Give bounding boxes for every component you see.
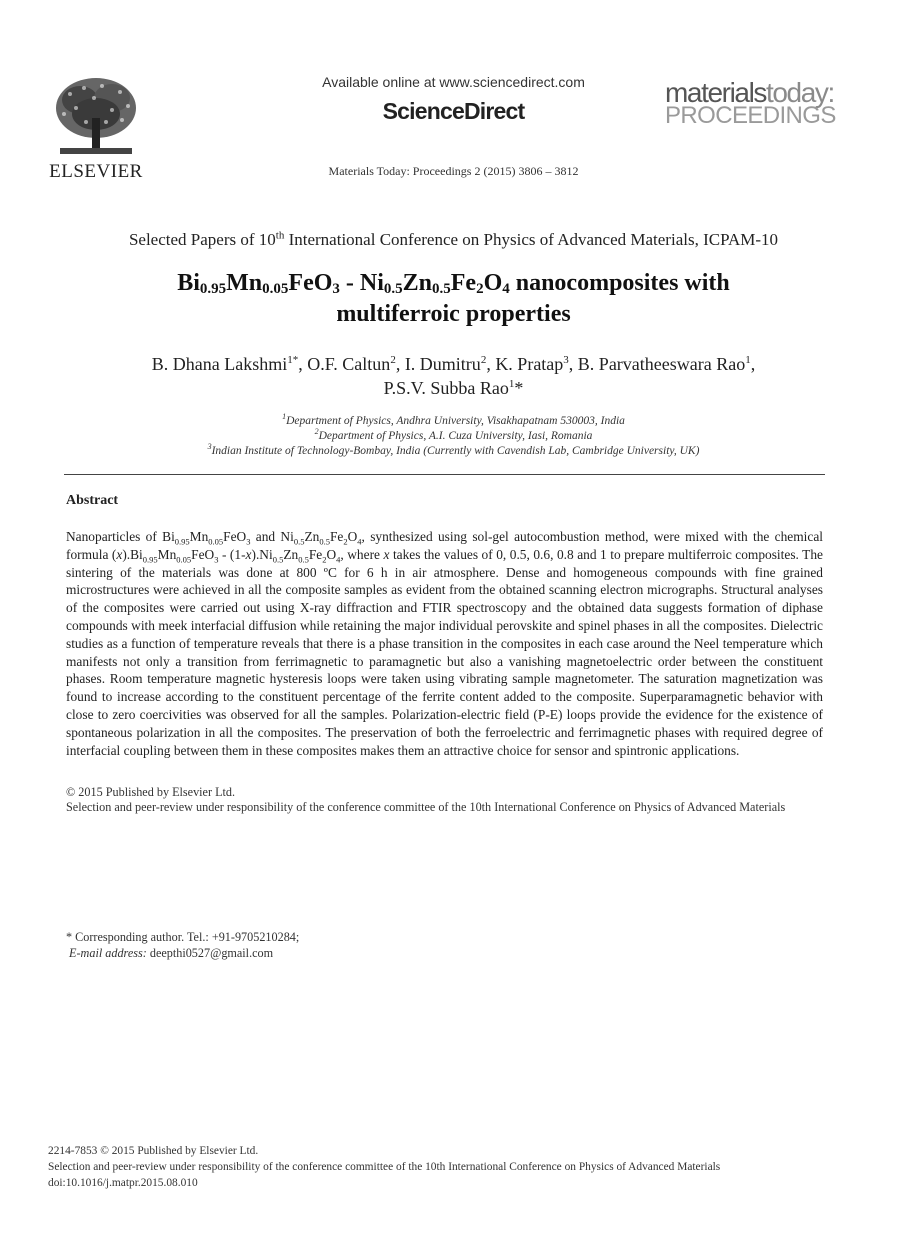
abstract-body: Nanoparticles of $Bi_{0.95}Mn_{0.05}FeO_3$ and $Ni_{0.5}Zn_{0.5}Fe_2O_4$, synthesized using sol-gel autocombustion method, were mixed with the chemical formula $(x).Bi_{0.95}Mn_{0.05}FeO_3 - (1-x).Ni_{0.5}Zn_{0.5}Fe_2O_4$, where x takes the values of 0, 0.5, 0.6, 0.8 and 1 to prepare multiferroic composites. The sintering of the materials was done at 800 ºC for 6 h in air atmosphere. Dense and homogeneous compounds with fine grained microstructures were achieved in all the composite samples as evident from the obtained scanning electron micrographs. Structural analyses of the composites were carried out using X-ray diffraction and FTIR spectroscopy and the obtained data suggests formation of diphase compounds with meek interfacial diffusion while retaining the major individual perovskite and spinel phases in all the composites. Dielectric studies as a function of temperature reveals that there is a phase transition in the composites in each case around the Neel temperature which manifests not only a transition from ferrimagnetic to paramagnetic but also a vanishing magnetoelectric order between the constituent phases. Room temperature magnetic hysteresis loops were taken using vibrating sample magnetometer. The saturation magnetization was found to increase according to the constituent percentage of the ferrite content added to the composite. Superparamagnetic behavior with close to zero coercivities was observed for all the samples. Polarization-electric field (P-E) loops provide the evidence for the existence of spontaneous polarization in all the composites. The preservation of both the ferroelectric and ferrimagnetic phases with required degree of interfacial coupling between them in these composites makes them an attractive choice for sensor and spintronic applications.	[66, 529, 823, 758]
logo-part-proceedings: PROCEEDINGS	[665, 102, 836, 129]
copyright-block	[66, 785, 823, 815]
paper-title: $Bi_{0.95}Mn_{0.05}FeO_3 - Ni_{0.5}Zn_{0.5}Fe_2O_4$ nanocomposites with multiferroic properties	[177, 270, 730, 327]
corresponding-email: E-mail address: deepthi0527@gmail.com	[69, 945, 274, 960]
affiliation: $^3$Indian Institute of Technology-Bombay, India (Currently with Cavendish Lab, Cambridge University, UK)	[207, 442, 700, 457]
page-footer	[48, 1143, 868, 1191]
affiliation: $^2$Department of Physics, A.I. Cuza University, Iasi, Romania	[314, 427, 593, 442]
corresponding-tel: * Corresponding author. Tel.: +91-9705210284;	[66, 930, 300, 944]
logo-part-materials: materials	[665, 77, 766, 108]
affiliations	[60, 414, 847, 459]
abstract-heading: Abstract	[66, 493, 119, 508]
author-list	[60, 352, 847, 400]
author: P.S.V. Subba Rao$^1$*	[383, 378, 524, 398]
materials-today-logo	[665, 77, 855, 129]
logo-part-today: today:	[766, 77, 834, 108]
author: B. Parvatheeswara Rao$^1$,	[577, 354, 756, 374]
footer-selection: Selection and peer-review under responsibility of the conference committee of the 10th International Conference on Physics of Advanced Materials	[48, 1161, 721, 1173]
conference-line: Selected Papers of 10th International Conference on Physics of Advanced Materials, ICPAM-10	[128, 229, 779, 249]
available-online-text: Available online at www.sciencedirect.com	[322, 74, 585, 90]
footer-issn: 2214-7853 © 2015 Published by Elsevier Ltd.	[48, 1145, 259, 1157]
peer-review-statement: Selection and peer-review under responsibility of the conference committee of the 10th International Conference on Physics of Advanced Materials	[66, 800, 786, 814]
affiliation: $^1$Department of Physics, Andhra University, Visakhapatnam 530003, India	[282, 412, 625, 427]
corresponding-author	[66, 930, 823, 961]
journal-reference: Materials Today: Proceedings 2 (2015) 3806 – 3812	[328, 164, 579, 178]
copyright-line: © 2015 Published by Elsevier Ltd.	[66, 785, 236, 799]
author: K. Pratap$^3$,	[495, 354, 578, 374]
author: I. Dumitru$^2$,	[404, 354, 496, 374]
footer-doi[interactable]: doi:10.1016/j.matpr.2015.08.010	[48, 1177, 198, 1189]
elsevier-wordmark: ELSEVIER	[49, 161, 143, 182]
sciencedirect-logo: ScienceDirect	[382, 98, 525, 124]
author: O.F. Caltun$^2$,	[307, 354, 405, 374]
header-divider	[64, 474, 825, 475]
email-link[interactable]: deepthi0527@gmail.com	[146, 945, 274, 960]
author: B. Dhana Lakshmi$^{1*}$,	[151, 354, 308, 374]
